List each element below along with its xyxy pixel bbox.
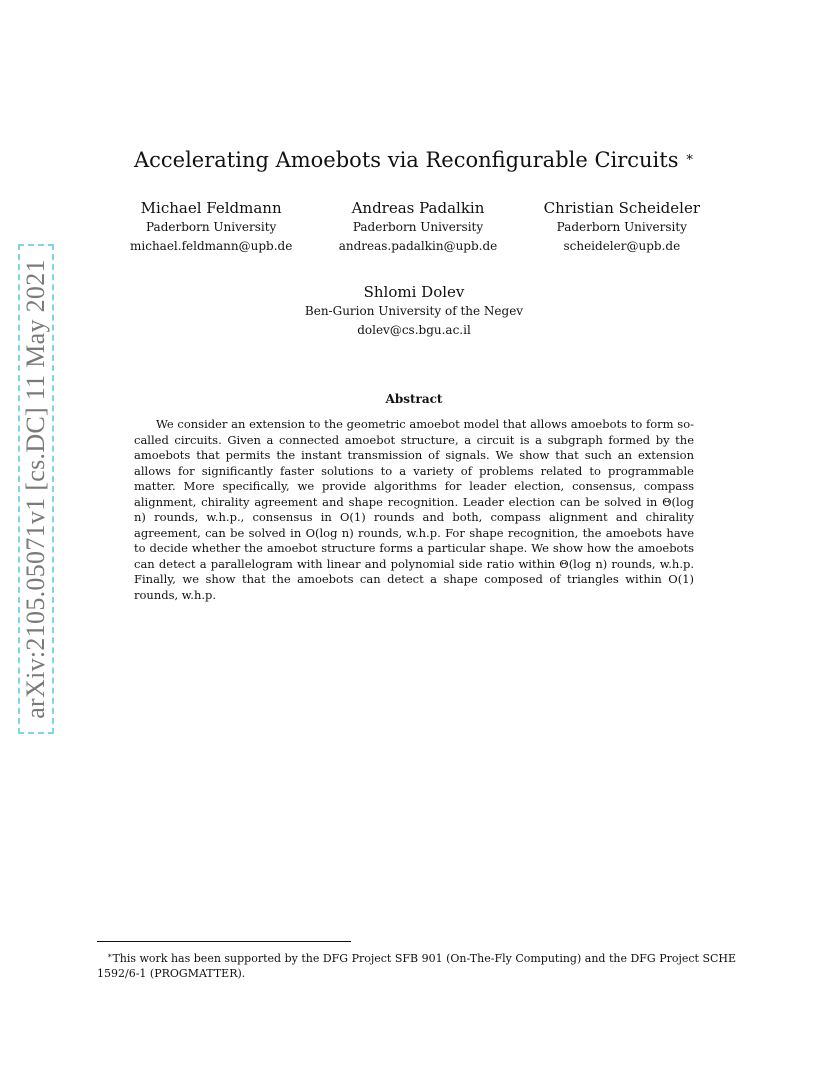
footnote: [97, 948, 737, 981]
footnote-text: This work has been supported by the DFG Project SFB 901 (On-The-Fly Computing) and the DFG Project SCHE 1592/6-1 (PROGMATTER).: [97, 952, 737, 980]
author-name: Andreas Padalkin: [351, 199, 485, 217]
author-email: scheideler@upb.de: [563, 239, 681, 253]
author-name: Michael Feldmann: [140, 199, 282, 217]
authors-row: [130, 198, 700, 256]
author-email: dolev@cs.bgu.ac.il: [357, 323, 471, 337]
title-footnote-mark: ∗: [685, 150, 695, 165]
author-block: [130, 198, 292, 256]
author-affiliation: Paderborn University: [146, 220, 277, 234]
author-affiliation: Paderborn University: [556, 220, 687, 234]
author-block: [0, 282, 828, 340]
footnote-mark: ∗: [107, 951, 113, 960]
author-name: Shlomi Dolev: [363, 283, 465, 301]
author-email: michael.feldmann@upb.de: [130, 239, 293, 253]
paper-title: [0, 148, 828, 172]
author-block: [339, 198, 498, 256]
footnote-rule: [97, 941, 351, 942]
abstract-heading: Abstract: [385, 392, 443, 406]
author-block: [544, 198, 700, 256]
author-email: andreas.padalkin@upb.de: [338, 239, 498, 253]
arxiv-identifier: arXiv:2105.05071v1 [cs.DC] 11 May 2021: [21, 259, 50, 719]
paper-title-text: Accelerating Amoebots via Reconfigurable Circuits: [133, 148, 679, 172]
author-name: Christian Scheideler: [543, 199, 700, 217]
author-affiliation: Ben-Gurion University of the Negev: [304, 304, 524, 318]
author-affiliation: Paderborn University: [352, 220, 484, 234]
abstract-text: We consider an extension to the geometric amoebot model that allows amoebots to form so-called circuits. Given a connected amoebot structure, a circuit is a subgraph formed by the amoebots that permits the instant transmission of signals. We show that such an extension allows for significantly faster solutions to a variety of problems related to programmable matter. More specifically, we provide algorithms for leader election, consensus, compass alignment, chirality agreement and shape recognition. Leader election can be solved in Θ(log n) rounds, w.h.p., consensus in O(1) rounds and both, compass alignment and chirality agreement, can be solved in O(log n) rounds, w.h.p. For shape recognition, the amoebots have to decide whether the amoebot structure forms a particular shape. We show how the amoebots can detect a parallelogram with linear and polynomial side ratio within Θ(log n) rounds, w.h.p. Finally, we show that the amoebots can detect a shape composed of triangles within O(1) rounds, w.h.p.: [134, 417, 694, 602]
